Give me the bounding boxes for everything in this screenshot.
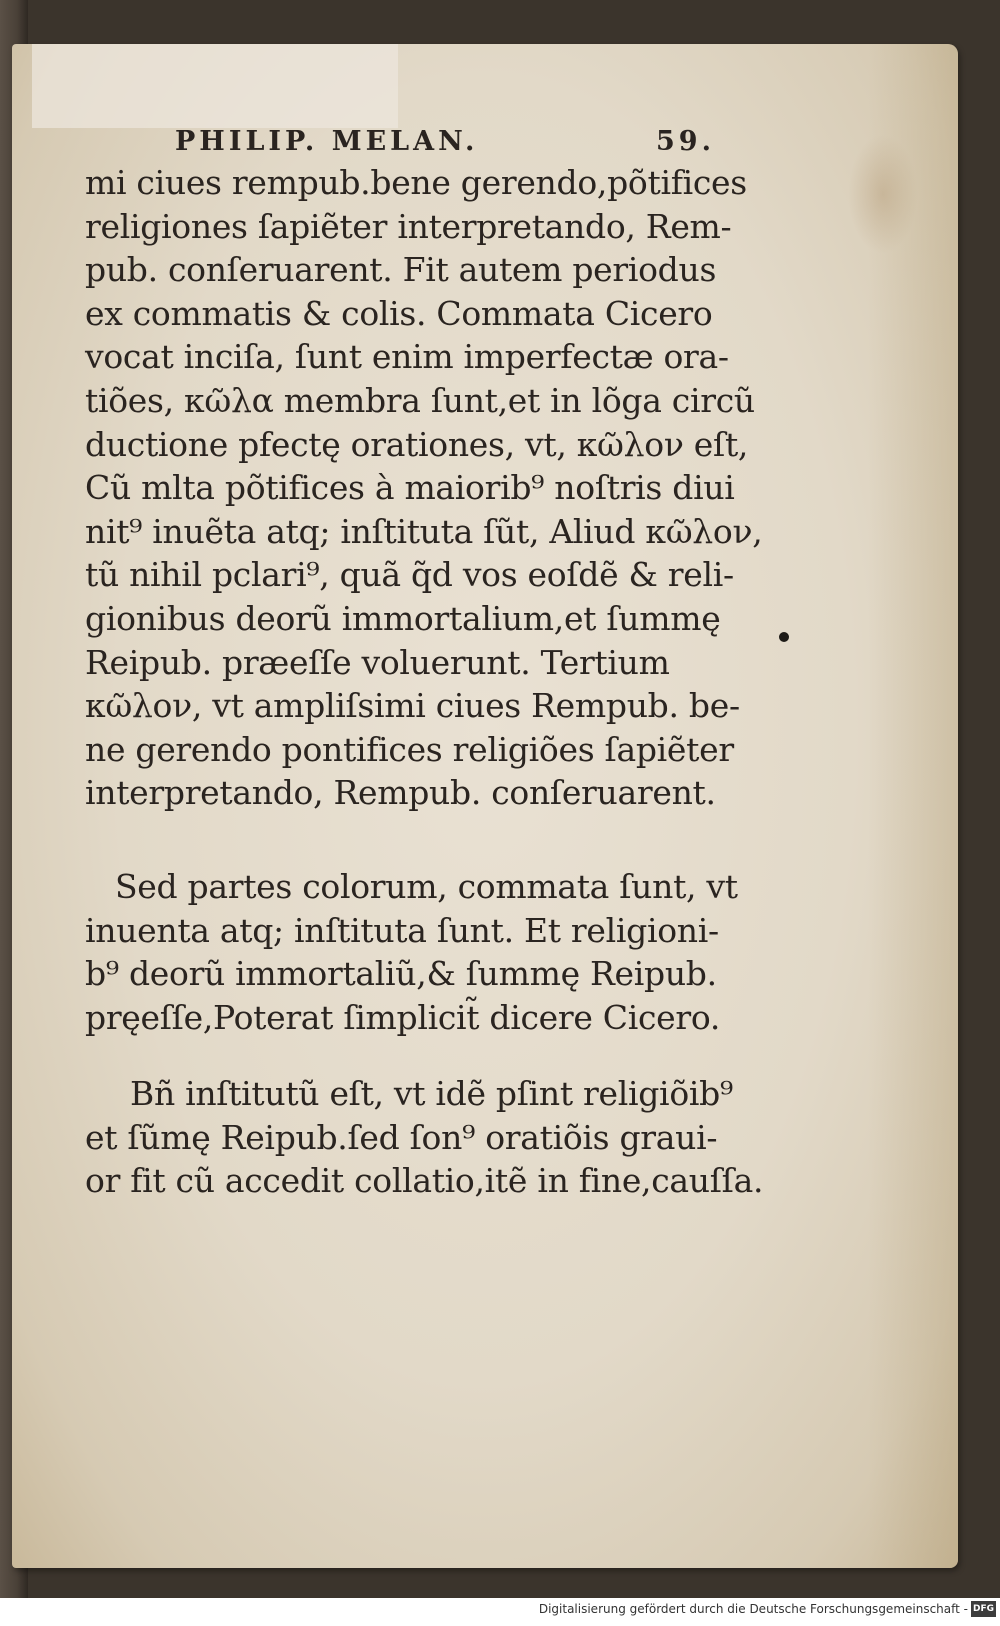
text-line: gionibus deorũ immortalium,et ſummę <box>85 598 721 638</box>
page-text <box>85 126 764 1203</box>
text-line: tiões, κῶλα membra ſunt,et in lõga circũ <box>85 380 755 420</box>
text-line: pub. conſeruarent. Fit autem periodus <box>85 250 717 290</box>
text-line: ne gerendo pontifices religiões ſapiẽter <box>85 729 734 769</box>
text-line: interpretando, Rempub. conſeruarent. <box>85 773 716 813</box>
text-line: Sed partes colorum, commata ſunt, vt <box>115 866 738 906</box>
text-line: mi ciues rempub.bene gerendo,põtifices <box>85 163 747 202</box>
text-line: religiones ſapiẽter interpretando, Rem- <box>85 206 732 246</box>
text-line: Cũ mlta põtifices à maiorib⁹ noſtris diui <box>85 468 735 508</box>
funding-credit: Digitalisierung gefördert durch die Deutsche Forschungsgemeinschaft - <box>538 1602 968 1616</box>
folio-number: 59. <box>656 126 715 157</box>
paragraph-3 <box>85 1072 764 1203</box>
text-line: tũ nihil pclari⁹, quã q̃d vos eoſdẽ & reli- <box>85 555 734 595</box>
text-line: or fit cũ accedit collatio,itẽ in fine,cauſſa. <box>85 1161 764 1201</box>
text-line: vocat inciſa, ſunt enim imperfectæ ora- <box>85 337 729 377</box>
margin-dot-mark <box>779 632 789 642</box>
text-line: inuenta atq; inſtituta ſunt. Et religioni- <box>85 910 719 950</box>
digitization-footer <box>0 1598 1000 1626</box>
paper-repair-patch <box>32 44 398 128</box>
text-line: κῶλον, vt ampliſsimi ciues Rempub. be- <box>85 686 740 726</box>
text-line: ductione pfectę orationes, vt, κῶλον eſt, <box>85 424 749 464</box>
dfg-logo: DFG <box>971 1601 996 1617</box>
text-line: nit⁹ inuẽta atq; inſtituta ſũt, Aliud κῶλον, <box>85 511 763 551</box>
paper-stain <box>848 134 918 254</box>
text-line: pręeſſe,Poterat ſimplicit̃ dicere Cicero. <box>85 997 721 1037</box>
paragraph-1 <box>85 161 763 815</box>
text-line: et ſũmę Reipub.ſed ſon⁹ oratiõis graui- <box>85 1117 718 1157</box>
text-line: ex commatis & colis. Commata Cicero <box>85 293 713 333</box>
text-line: Bñ inſtitutũ eſt, vt idẽ pſint religiõib⁹ <box>130 1074 733 1114</box>
text-line: b⁹ deorũ immortaliũ,& ſummę Reipub. <box>85 954 717 994</box>
running-title: PHILIP. MELAN. <box>175 126 479 157</box>
paragraph-2 <box>85 865 745 1039</box>
text-line: Reipub. præeſſe voluerunt. Tertium <box>85 642 670 682</box>
running-header <box>85 126 745 157</box>
